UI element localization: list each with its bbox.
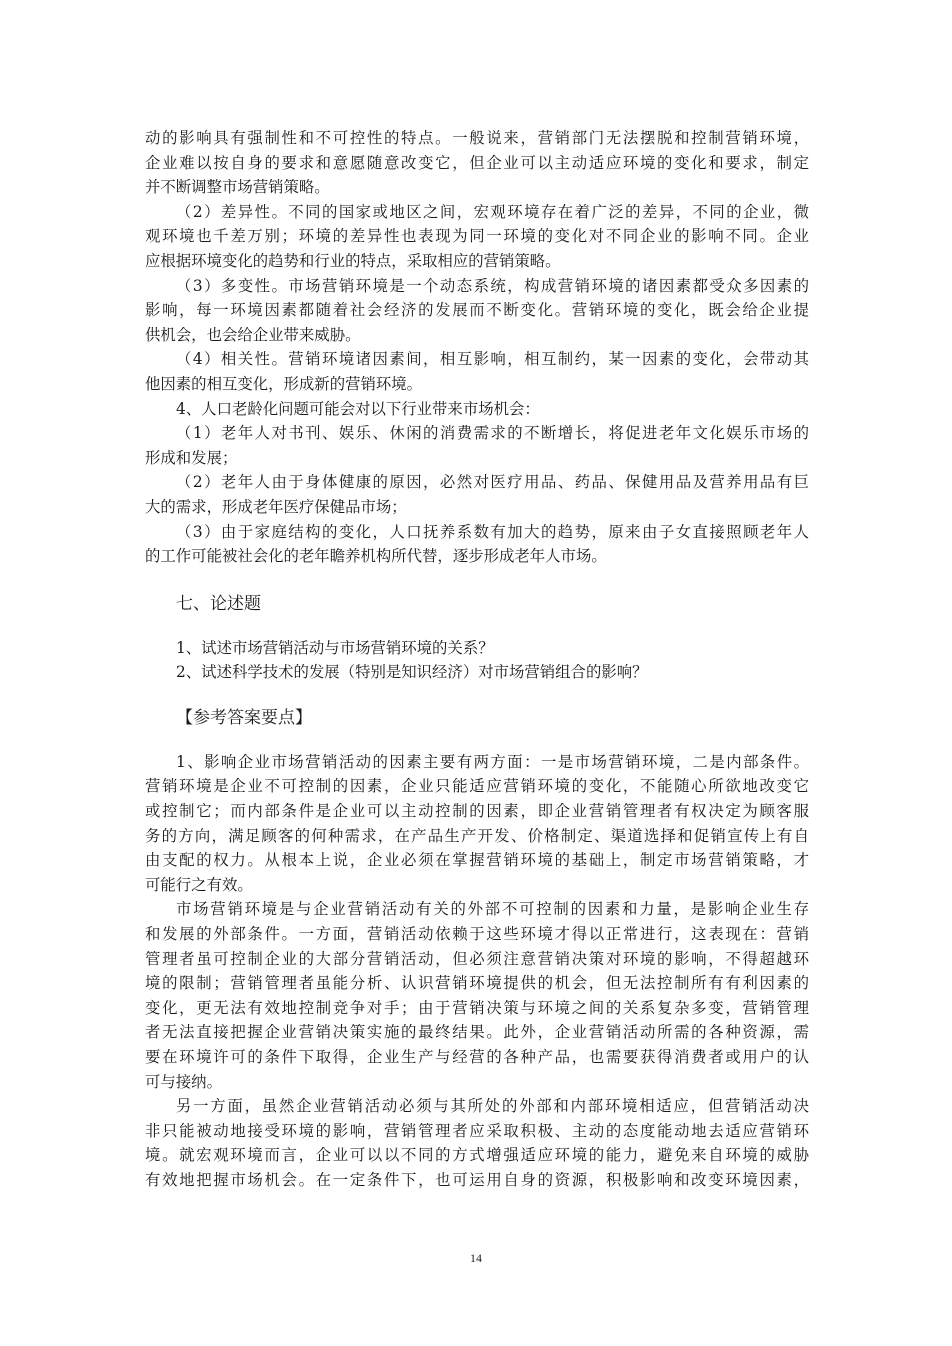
text-line: （2）差异性。不同的国家或地区之间，宏观环境存在着广泛的差异，不同的企业，微 bbox=[176, 202, 809, 221]
paragraph bbox=[145, 520, 809, 569]
top-text-block bbox=[145, 126, 809, 569]
text-line: 可能行之有效。 bbox=[145, 875, 253, 894]
text-line: 观环境也千差万别；环境的差异性也表现为同一环境的变化对不同企业的影响不同。企业 bbox=[145, 227, 809, 246]
text-line: 有效地把握市场机会。在一定条件下，也可运用自身的资源，积极影响和改变环境因素， bbox=[145, 1170, 809, 1189]
text-line: 动的影响具有强制性和不可控性的特点。一般说来，营销部门无法摆脱和控制营销环境， bbox=[145, 129, 809, 147]
text-line: （3）由于家庭结构的变化，人口抚养系数有加大的趋势，原来由子女直接照顾老年人 bbox=[176, 522, 809, 541]
text-line: 企业难以按自身的要求和意愿随意改变它，但企业可以主动适应环境的变化和要求，制定 bbox=[145, 153, 809, 172]
paragraph bbox=[145, 750, 809, 898]
paragraph bbox=[145, 397, 809, 422]
text-line: 另一方面，虽然企业营销活动必须与其所处的外部和内部环境相适应，但营销活动决 bbox=[176, 1097, 809, 1116]
answer-text-block bbox=[145, 750, 809, 1193]
text-line: 大的需求，形成老年医疗保健品市场； bbox=[145, 497, 407, 516]
paragraph bbox=[145, 1094, 809, 1192]
paragraph bbox=[145, 421, 809, 470]
page-content bbox=[145, 126, 809, 1193]
text-line: （3）多变性。市场营销环境是一个动态系统，构成营销环境的诸因素都受众多因素的 bbox=[176, 276, 809, 295]
question-item: 1、试述市场营销活动与市场营销环境的关系？ bbox=[176, 638, 494, 657]
text-line: （4）相关性。营销环境诸因素间，相互影响，相互制约，某一因素的变化，会带动其 bbox=[176, 350, 809, 369]
section-title: 七、论述题 bbox=[176, 593, 261, 614]
text-line: 供机会，也会给企业带来威胁。 bbox=[145, 325, 361, 344]
text-line: 应根据环境变化的趋势和行业的特点，采取相应的营销策略。 bbox=[145, 251, 561, 270]
text-line: （2）老年人由于身体健康的原因，必然对医疗用品、药品、保健用品及营养用品有巨 bbox=[176, 473, 809, 492]
paragraph bbox=[145, 274, 809, 348]
text-line: 营销环境是企业不可控制的因素，企业只能适应营销环境的变化，不能随心所欲地改变它 bbox=[145, 777, 809, 796]
text-line: 变化，更无法有效地控制竞争对手；由于营销决策与环境之间的关系复杂多变，营销管理 bbox=[145, 998, 809, 1017]
question-item: 2、试述科学技术的发展（特别是知识经济）对市场营销组合的影响？ bbox=[176, 663, 648, 682]
text-line: 和发展的外部条件。一方面，营销活动依赖于这些环境才得以正常进行，这表现在：营销 bbox=[145, 925, 809, 944]
text-line: 管理者虽可控制企业的大部分营销活动，但必须注意营销决策对环境的影响，不得超越环 bbox=[145, 949, 809, 968]
text-line: 形成和发展； bbox=[145, 448, 238, 467]
text-line: 的工作可能被社会化的老年瞻养机构所代替，逐步形成老年人市场。 bbox=[145, 547, 607, 566]
paragraph bbox=[145, 470, 809, 519]
text-line: 务的方向，满足顾客的何种需求，在产品生产开发、价格制定、渠道选择和促销宣传上有自 bbox=[145, 826, 809, 845]
paragraph bbox=[145, 347, 809, 396]
text-line: 并不断调整市场营销策略。 bbox=[145, 178, 330, 197]
answer-title: 【参考答案要点】 bbox=[176, 707, 312, 728]
text-line: 境的限制；营销管理者虽能分析、认识营销环境提供的机会，但无法控制所有有利因素的 bbox=[145, 974, 809, 993]
page-number: 14 bbox=[470, 1251, 482, 1265]
text-line: 境。就宏观环境而言，企业可以以不同的方式增强适应环境的能力，避免来自环境的威胁 bbox=[145, 1146, 809, 1165]
text-line: 者无法直接把握企业营销决策实施的最终结果。此外，企业营销活动所需的各种资源，需 bbox=[145, 1023, 809, 1042]
text-line: 可与接纳。 bbox=[145, 1072, 222, 1091]
text-line: 他因素的相互变化，形成新的营销环境。 bbox=[145, 374, 423, 393]
text-line: 1、影响企业市场营销活动的因素主要有两方面：一是市场营销环境，二是内部条件。 bbox=[176, 752, 809, 771]
paragraph bbox=[145, 200, 809, 274]
text-line: （1）老年人对书刊、娱乐、休闲的消费需求的不断增长，将促进老年文化娱乐市场的 bbox=[176, 424, 809, 443]
text-line: 或控制它；而内部条件是企业可以主动控制的因素，即企业营销管理者有权决定为顾客服 bbox=[145, 802, 809, 821]
paragraph bbox=[145, 126, 809, 200]
questions-block bbox=[145, 636, 809, 685]
text-line: 由支配的权力。从根本上说，企业必须在掌握营销环境的基础上，制定市场营销策略，才 bbox=[145, 851, 809, 870]
text-line: 4、人口老龄化问题可能会对以下行业带来市场机会： bbox=[176, 399, 540, 418]
text-line: 影响，每一环境因素都随着社会经济的发展而不断变化。营销环境的变化，既会给企业提 bbox=[145, 301, 809, 320]
text-line: 非只能被动地接受环境的影响，营销管理者应采取积极、主动的态度能动地去适应营销环 bbox=[145, 1121, 809, 1140]
text-line: 要在环境许可的条件下取得，企业生产与经营的各种产品，也需要获得消费者或用户的认 bbox=[145, 1048, 809, 1066]
paragraph bbox=[145, 897, 809, 1094]
text-line: 市场营销环境是与企业营销活动有关的外部不可控制的因素和力量，是影响企业生存 bbox=[176, 900, 809, 919]
